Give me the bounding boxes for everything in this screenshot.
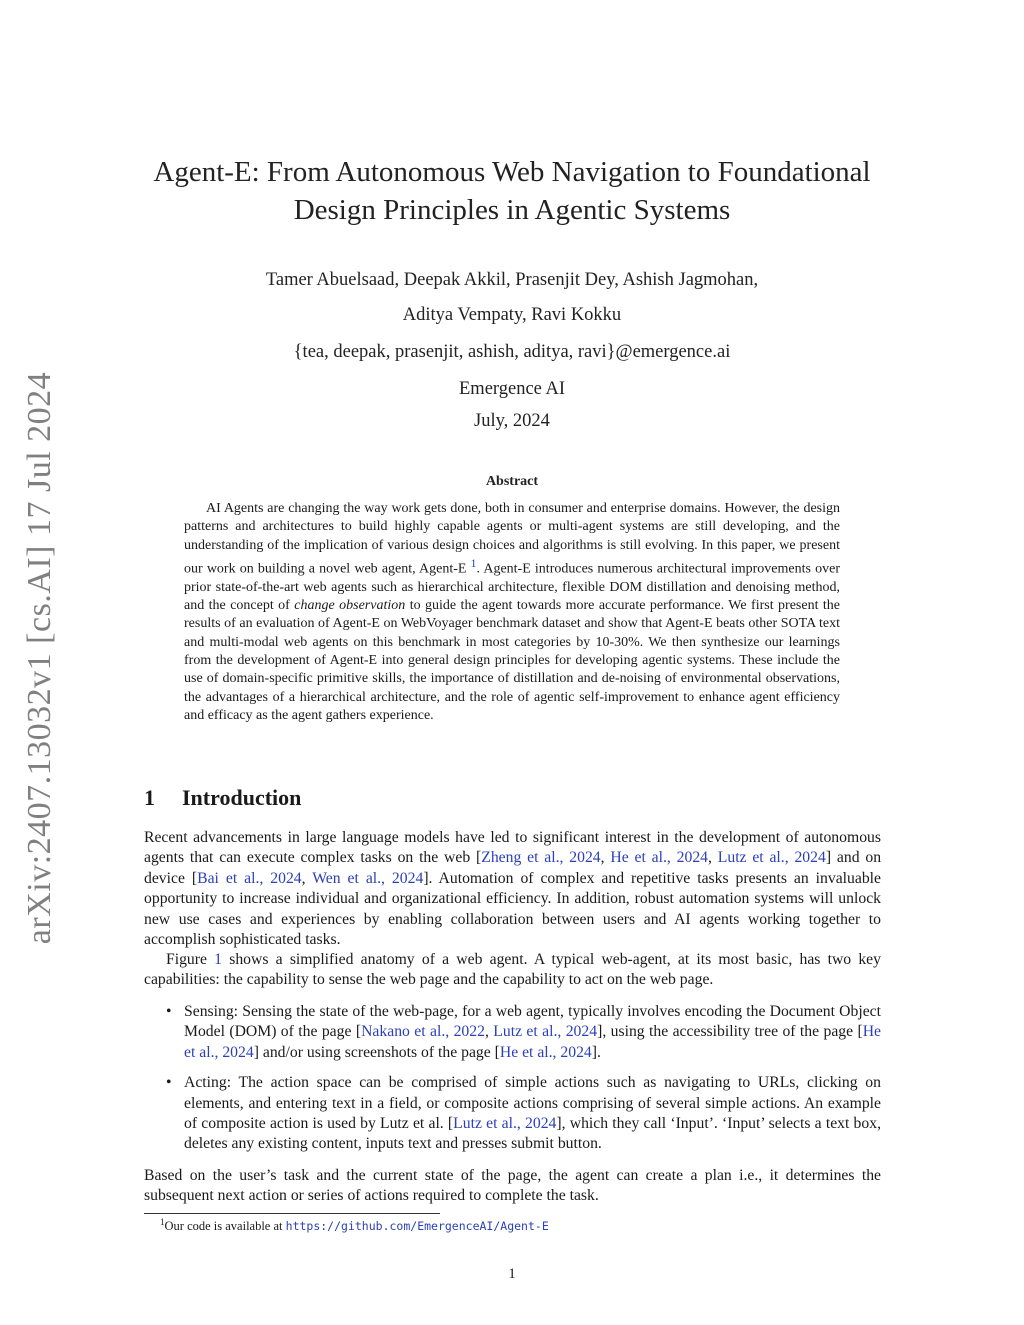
section-title: Introduction xyxy=(182,785,302,810)
citation-link[interactable]: Lutz et al., 2024 xyxy=(453,1115,557,1133)
abstract-heading: Abstract xyxy=(485,474,539,489)
footnote: $^1$Our code is available at https://github.com/EmergenceAI/Agent-E xyxy=(160,1217,549,1234)
abstract-text: AI Agents are changing the way work gets done, both in consumer and enterprise domains. However, the design patterns and architectures to build highly capable agents or multi-agent systems are still developing, and the understanding of the implication of various design choices and algorithms is still evolving. In this paper, we present our work on building a novel web agent, Agent-E $^1$. Agent-E introduces numerous architectural improvements over prior state-of-the-art web agents such as hierarchical architecture, flexible DOM distillation and denoising method, and the concept of change observation to guide the agent towards more accurate performance. We first present the results of an evaluation of Agent-E on WebVoyager benchmark dataset and show that Agent-E beats other SOTA text and multi-modal web agents on this benchmark in most categories by 10-30%. We then synthesize our learnings from the development of Agent-E into general design principles for developing agentic systems. These include the use of domain-specific primitive skills, the importance of distillation and de-noising of environmental observations, the advantages of a hierarchical architecture, and the role of agentic self-improvement to enhance agent efficiency and efficacy as the agent gathers experience. xyxy=(184,501,841,723)
publication-date: July, 2024 xyxy=(474,411,550,431)
section-number: 1 xyxy=(144,785,155,810)
bullet-icon: • xyxy=(166,1074,172,1092)
citation-link[interactable]: Nakano et al., 2022 xyxy=(361,1023,485,1041)
title-line-2: Design Principles in Agentic Systems xyxy=(293,194,731,226)
title-line-1: Agent-E: From Autonomous Web Navigation to Foundational xyxy=(153,156,871,188)
arxiv-watermark xyxy=(12,371,68,945)
citation-link[interactable]: He et al., 2024 xyxy=(184,1023,882,1061)
organization: Emergence AI xyxy=(459,379,565,399)
list-item-acting: • Acting: The action space can be comprised of simple actions such as navigating to URLs, clicking on elements, and entering text in a field, or composite actions comprising of several simple actions. An example of composite action is used by Lutz et al. [Lutz et al., 2024], which they call ‘Input’. ‘Input’ selects a text box, deletes any existing content, inputs text and presses submit button. xyxy=(166,1074,882,1153)
citation-link[interactable]: Lutz et al., 2024 xyxy=(717,849,826,867)
capabilities-list xyxy=(144,1002,881,1165)
intro-paragraph-1: Recent advancements in large language models have led to significant interest in the development of autonomous agents that can execute complex tasks on the web [Zheng et al., 2024, He et al., 2024, Lutz et al., 2024] and on device [Bai et al., 2024, Wen et al., 2024]. Automation of complex and repetitive tasks presents an invaluable opportunity to increase individual and organizational efficiency. In addition, robust automation systems will unlock new use cases and experiences by enabling collaboration between users and AI agents working together to accomplish sophisticated tasks. xyxy=(144,829,882,949)
author-emails: {tea, deepak, prasenjit, ashish, aditya, ravi}@emergence.ai xyxy=(293,342,731,362)
citation-link[interactable]: Wen et al., 2024 xyxy=(312,869,424,887)
figure-ref-link[interactable]: 1 xyxy=(214,951,223,968)
footnote-mark: 1 xyxy=(160,1217,165,1227)
citation-link[interactable]: He et al., 2024 xyxy=(610,849,709,867)
intro-paragraph-2: Figure 1 shows a simplified anatomy of a web agent. A typical web-agent, at its most basic, has two key capabilities: the capability to sense the web page and the capability to act on the web page. xyxy=(144,951,881,989)
citation-link[interactable]: Lutz et al., 2024 xyxy=(493,1023,598,1041)
authors xyxy=(100,263,924,333)
arxiv-identifier: arXiv:2407.13032v1 [cs.AI] 17 Jul 2024 xyxy=(21,371,58,945)
page-number: 1 xyxy=(508,1266,516,1282)
footnote-divider xyxy=(144,1213,440,1214)
bullet-icon: • xyxy=(166,1003,172,1020)
citation-link[interactable]: Bai et al., 2024 xyxy=(197,869,302,887)
intro-paragraph-3: Based on the user’s task and the current state of the page, the agent can create a plan i.e., it determines the subsequent next action or series of actions required to complete the task. xyxy=(144,1167,881,1205)
emphasized-term: change observation xyxy=(294,598,406,614)
footnote-ref-link[interactable]: 1 xyxy=(470,556,477,570)
authors-line-1: Tamer Abuelsaad, Deepak Akkil, Prasenjit Dey, Ashish Jagmohan, xyxy=(265,270,759,290)
citation-link[interactable]: Zheng et al., 2024 xyxy=(481,849,601,867)
citation-link[interactable]: He et al., 2024 xyxy=(499,1043,592,1061)
list-item-sensing: • Sensing: Sensing the state of the web-page, for a web agent, typically involves encoding the Document Object Model (DOM) of the page [Nakano et al., 2022, Lutz et al., 2024], using the accessibility tree of the page [He et al., 2024] and/or using screenshots of the page [He et al., 2024]. xyxy=(166,1003,882,1061)
section-heading xyxy=(144,785,301,811)
repository-link[interactable]: https://github.com/EmergenceAI/Agent-E xyxy=(285,1219,549,1234)
paper-title xyxy=(100,153,924,229)
authors-line-2: Aditya Vempaty, Ravi Kokku xyxy=(402,305,622,325)
